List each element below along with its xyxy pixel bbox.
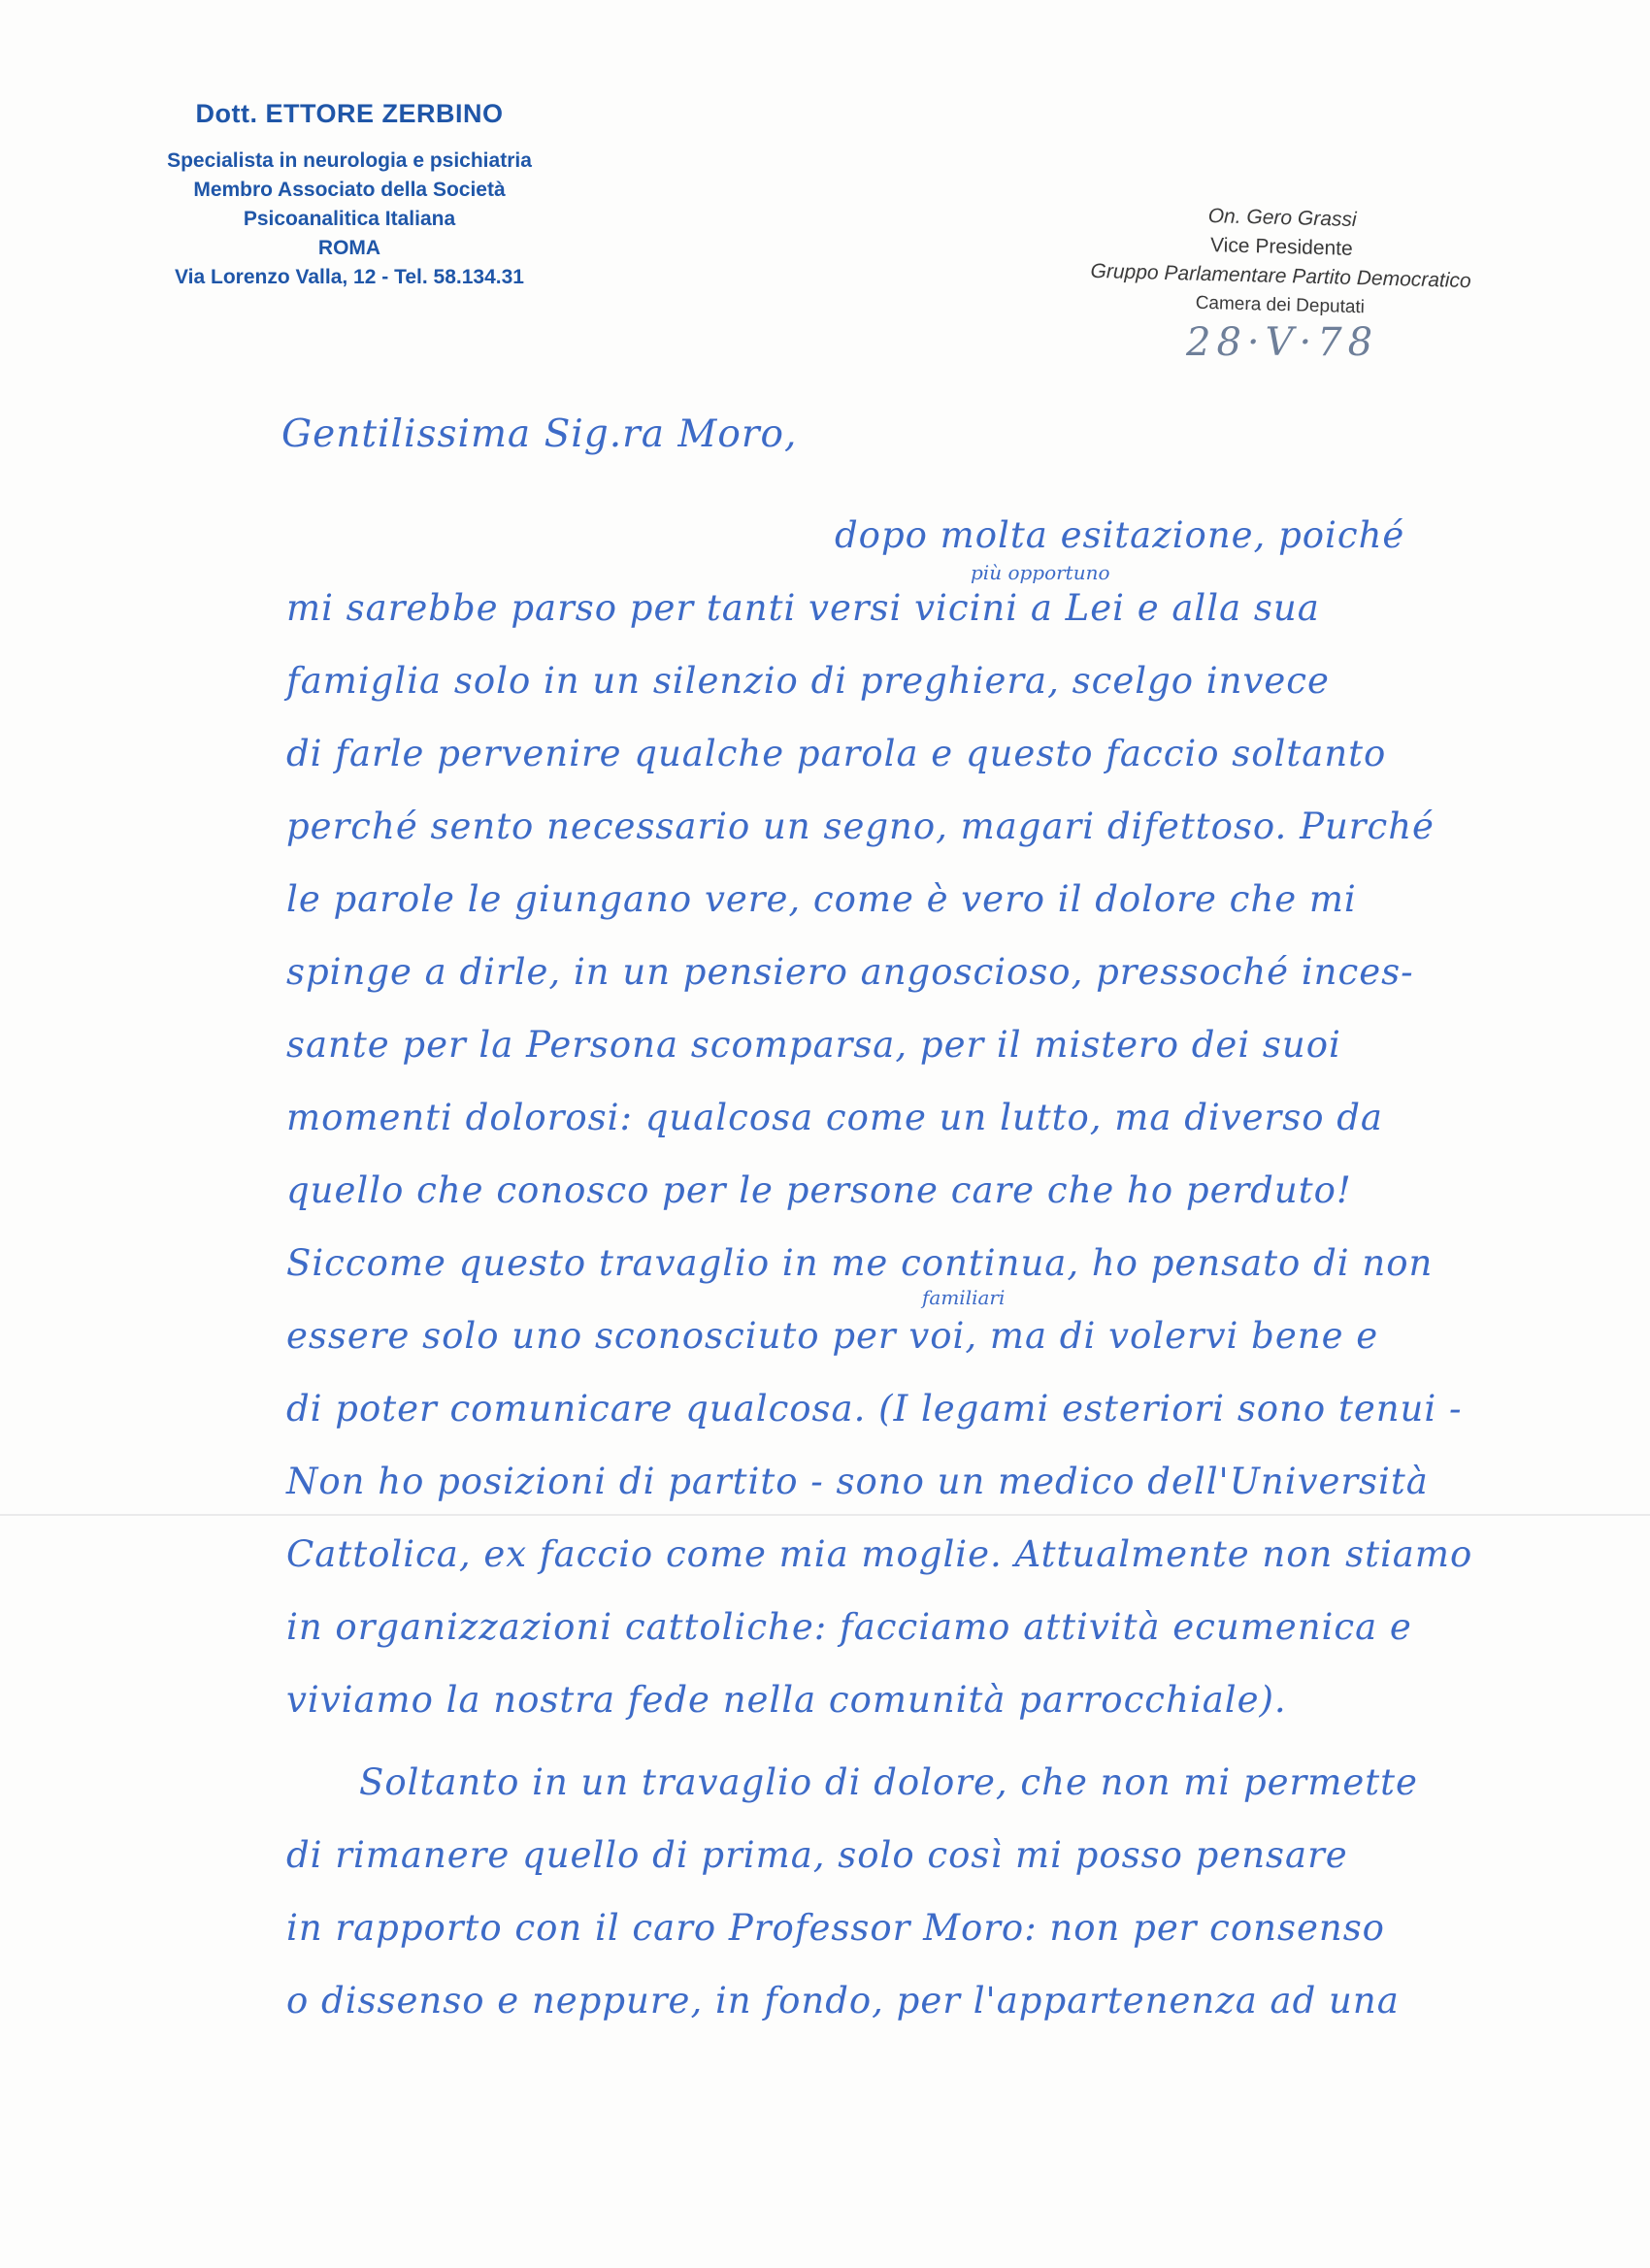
letterhead-address: Via Lorenzo Valla, 12 - Tel. 58.134.31: [175, 266, 524, 288]
insertion-note-2: familiari: [922, 1286, 1006, 1309]
letter-line-7: spinge a dirle, in un pensiero angoscioso, pressoché inces-: [286, 951, 1414, 993]
letterhead-city: ROMA: [317, 237, 381, 259]
letterhead-name: Dott. ETTORE ZERBINO: [195, 99, 504, 128]
letter-line-12: essere solo uno sconosciuto per voi, ma di volervi bene e: [286, 1315, 1379, 1357]
letter-line-4: di farle pervenire qualche parola e questo faccio soltanto: [286, 733, 1387, 774]
stamp-role: Vice Presidente: [1209, 234, 1354, 260]
letter-line-21: o dissenso e neppure, in fondo, per l'appartenenza ad una: [286, 1980, 1400, 2021]
letter-line-6: le parole le giungano vere, come è vero il dolore che mi: [286, 878, 1357, 920]
letter-date: 28·V·78: [1186, 320, 1379, 365]
letter-line-18: Soltanto in un travaglio di dolore, che non mi permette: [359, 1761, 1418, 1803]
letter-line-8: sante per la Persona scomparsa, per il mistero dei suoi: [286, 1024, 1341, 1066]
letter-line-15: Cattolica, ex faccio come mia moglie. Attualmente non stiamo: [286, 1533, 1473, 1575]
letter-line-9: momenti dolorosi: qualcosa come un lutto, ma diverso da: [286, 1097, 1383, 1138]
stamp-chamber: Camera dei Deputati: [1195, 292, 1366, 318]
letter-line-17: viviamo la nostra fede nella comunità parrocchiale).: [286, 1679, 1287, 1721]
letter-line-5: perché sento necessario un segno, magari difettoso. Purché: [286, 805, 1435, 847]
letter-line-16: in organizzazioni cattoliche: facciamo attività ecumenica e: [286, 1606, 1412, 1648]
letterhead-membership: Membro Associato della Società: [193, 179, 506, 201]
letter-line-14: Non ho posizioni di partito - sono un medico dell'Università: [286, 1461, 1429, 1502]
insertion-note-1: più opportuno: [971, 561, 1110, 584]
letter-salutation: Gentilissima Sig.ra Moro,: [281, 412, 798, 456]
letterhead-specialty: Specialista in neurologia e psichiatria: [167, 149, 532, 172]
letter-line-11: Siccome questo travaglio in me continua, ho pensato di non: [286, 1242, 1434, 1284]
letter-line-19: di rimanere quello di prima, solo così mi posso pensare: [286, 1834, 1348, 1876]
letter-line-20: in rapporto con il caro Professor Moro: non per consenso: [286, 1907, 1385, 1949]
letter-line-10: quello che conosco per le persone care che ho perduto!: [286, 1169, 1352, 1211]
letter-line-3: famiglia solo in un silenzio di preghiera, scelgo invece: [286, 660, 1330, 702]
letter-line-13: di poter comunicare qualcosa. (I legami esteriori sono tenui -: [286, 1388, 1463, 1430]
letter-line-2: mi sarebbe parso per tanti versi vicini a Lei e alla sua: [286, 587, 1320, 629]
stamp-name: On. Gero Grassi: [1207, 205, 1357, 232]
letter-line-1: dopo molta esitazione, poiché: [835, 514, 1405, 556]
stamp-group: Gruppo Parlamentare Partito Democratico: [1090, 259, 1471, 293]
letterhead-society: Psicoanalitica Italiana: [243, 208, 456, 230]
